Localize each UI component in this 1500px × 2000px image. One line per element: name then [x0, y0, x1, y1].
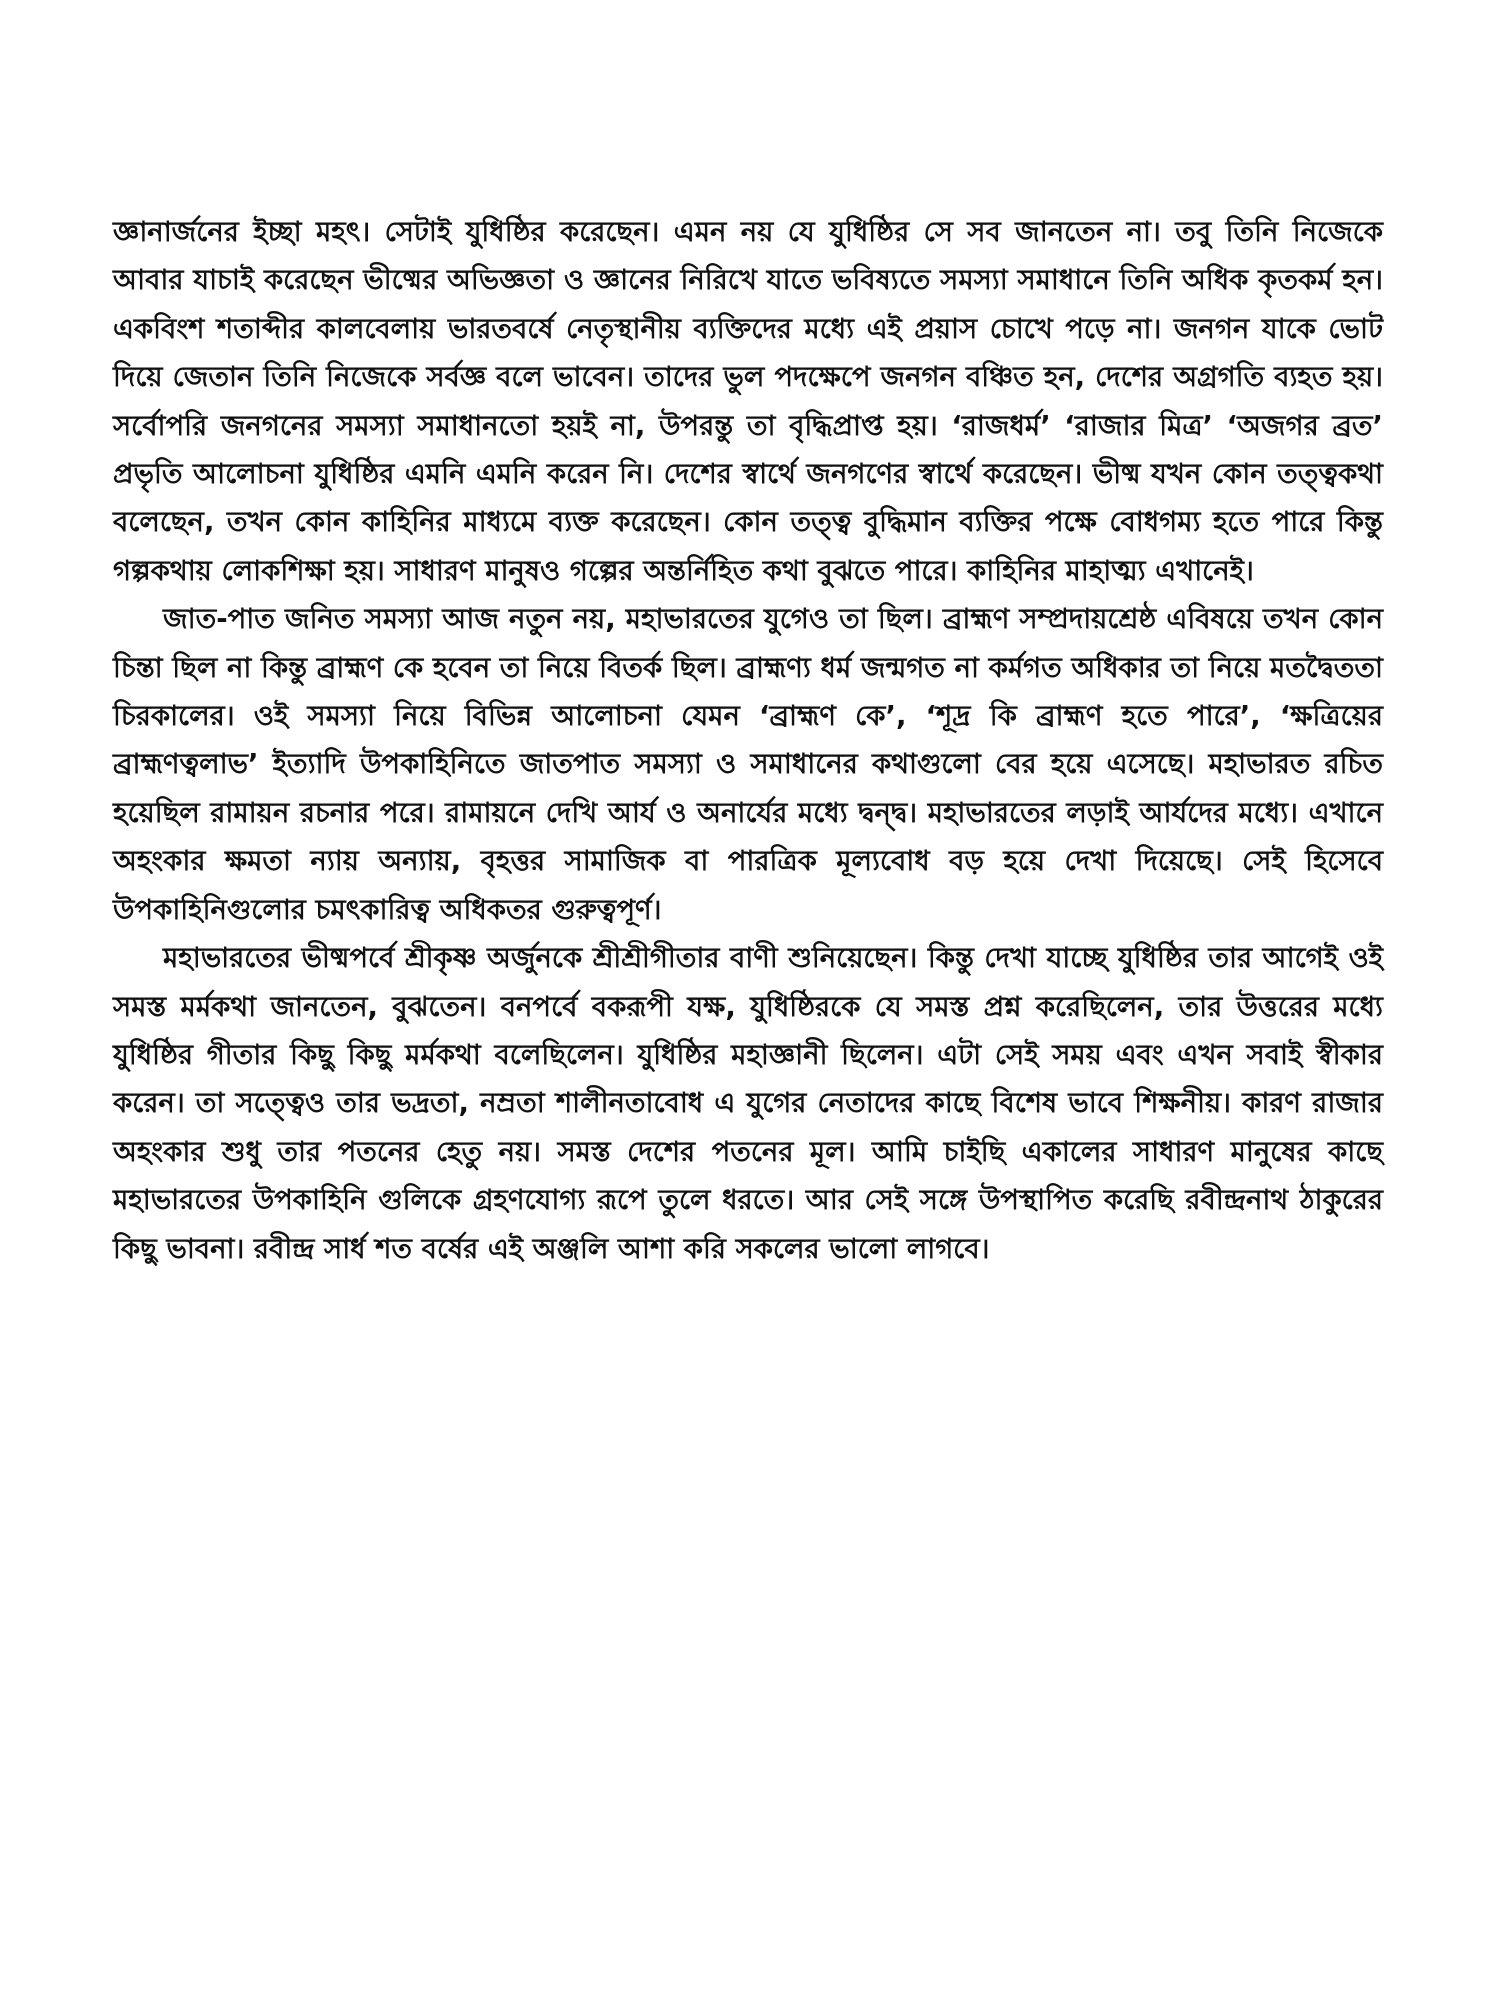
paragraph-1: জ্ঞানার্জনের ইচ্ছা মহৎ। সেটাই যুধিষ্ঠির করেছেন। এমন নয় যে যুধিষ্ঠির সে সব জানতেন না। তবু তিনি নিজেকে আবার যাচাই করেছেন ভীষ্মের অভিজ্ঞতা ও জ্ঞানের নিরিখে যাতে ভবিষ্যতে সমস্যা সমাধানে তিনি অধিক কৃতকর্ম হন। একবিংশ শতাব্দীর কালবেলায় ভারতবর্ষে নেতৃস্থানীয় ব্যক্তিদের মধ্যে এই প্রয়াস চোখে পড়ে না। জনগন যাকে ভোট দিয়ে জেতান তিনি নিজেকে সর্বজ্ঞ বলে ভাবেন। তাদের ভুল পদক্ষেপে জনগন বঞ্চিত হন, দেশের অগ্রগতি ব্যহত হয়। সর্বোপরি জনগনের সমস্যা সমাধানতো হয়ই না, উপরন্তু তা বৃদ্ধিপ্রাপ্ত হয়। ‘রাজধর্ম’ ‘রাজার মিত্র’ ‘অজগর ব্রত’ প্রভৃতি আলোচনা যুধিষ্ঠির এমনি এমনি করেন নি। দেশের স্বার্থে জনগণের স্বার্থে করেছেন। ভীষ্ম যখন কোন তত্ত্বকথা বলেছেন, তখন কোন কাহিনির মাধ্যমে ব্যক্ত করেছেন। কোন তত্ত্ব বুদ্ধিমান ব্যক্তির পক্ষে বোধগম্য হতে পারে কিন্তু গল্পকথায় লোকশিক্ষা হয়। সাধারণ মানুষও গল্পের অন্তর্নিহিত কথা বুঝতে পারে। কাহিনির মাহাত্ম্য এখানেই।	[113, 216, 1383, 587]
body-text	[113, 208, 1383, 1273]
paragraph-3: মহাভারতের ভীষ্মপর্বে শ্রীকৃষ্ণ অর্জুনকে শ্রীশ্রীগীতার বাণী শুনিয়েছেন। কিন্তু দেখা যাচ্ছে যুধিষ্ঠির তার আগেই ওই সমস্ত মর্মকথা জানতেন, বুঝতেন। বনপর্বে বকরূপী যক্ষ, যুধিষ্ঠিরকে যে সমস্ত প্রশ্ন করেছিলেন, তার উত্তরের মধ্যে যুধিষ্ঠির গীতার কিছু কিছু মর্মকথা বলেছিলেন। যুধিষ্ঠির মহাজ্ঞানী ছিলেন। এটা সেই সময় এবং এখন সবাই স্বীকার করেন। তা সত্ত্বেও তার ভদ্রতা, নম্রতা শালীনতাবোধ এ যুগের নেতাদের কাছে বিশেষ ভাবে শিক্ষনীয়। কারণ রাজার অহংকার শুধু তার পতনের হেতু নয়। সমস্ত দেশের পতনের মূল। আমি চাইছি একালের সাধারণ মানুষের কাছে মহাভারতের উপকাহিনি গুলিকে গ্রহণযোগ্য রূপে তুলে ধরতে। আর সেই সঙ্গে উপস্থাপিত করেছি রবীন্দ্রনাথ ঠাকুরের কিছু ভাবনা। রবীন্দ্র সার্ধ শত বর্ষের এই অঞ্জলি আশা করি সকলের ভালো লাগবে।	[113, 942, 1383, 1265]
paragraph-2: জাত-পাত জনিত সমস্যা আজ নতুন নয়, মহাভারতের যুগেও তা ছিল। ব্রাহ্মণ সম্প্রদায়শ্রেষ্ঠ এবিষয়ে তখন কোন চিন্তা ছিল না কিন্তু ব্রাহ্মণ কে হবেন তা নিয়ে বিতর্ক ছিল। ব্রাহ্মণ্য ধর্ম জন্মগত না কর্মগত অধিকার তা নিয়ে মতদ্বৈততা চিরকালের। ওই সমস্যা নিয়ে বিভিন্ন আলোচনা যেমন ‘ব্রাহ্মণ কে’, ‘শূদ্র কি ব্রাহ্মণ হতে পারে’, ‘ক্ষত্রিয়ের ব্রাহ্মণত্বলাভ’ ইত্যাদি উপকাহিনিতে জাতপাত সমস্যা ও সমাধানের কথাগুলো বের হয়ে এসেছে। মহাভারত রচিত হয়েছিল রামায়ন রচনার পরে। রামায়নে দেখি আর্য ও অনার্যের মধ্যে দ্বন্দ্ব। মহাভারতের লড়াই আর্যদের মধ্যে। এখানে অহংকার ক্ষমতা ন্যায় অন্যায়, বৃহত্তর সামাজিক বা পারত্রিক মূল্যবোধ বড় হয়ে দেখা দিয়েছে। সেই হিসেবে উপকাহিনিগুলোর চমৎকারিত্ব অধিকতর গুরুত্বপূর্ণ।	[113, 603, 1383, 926]
